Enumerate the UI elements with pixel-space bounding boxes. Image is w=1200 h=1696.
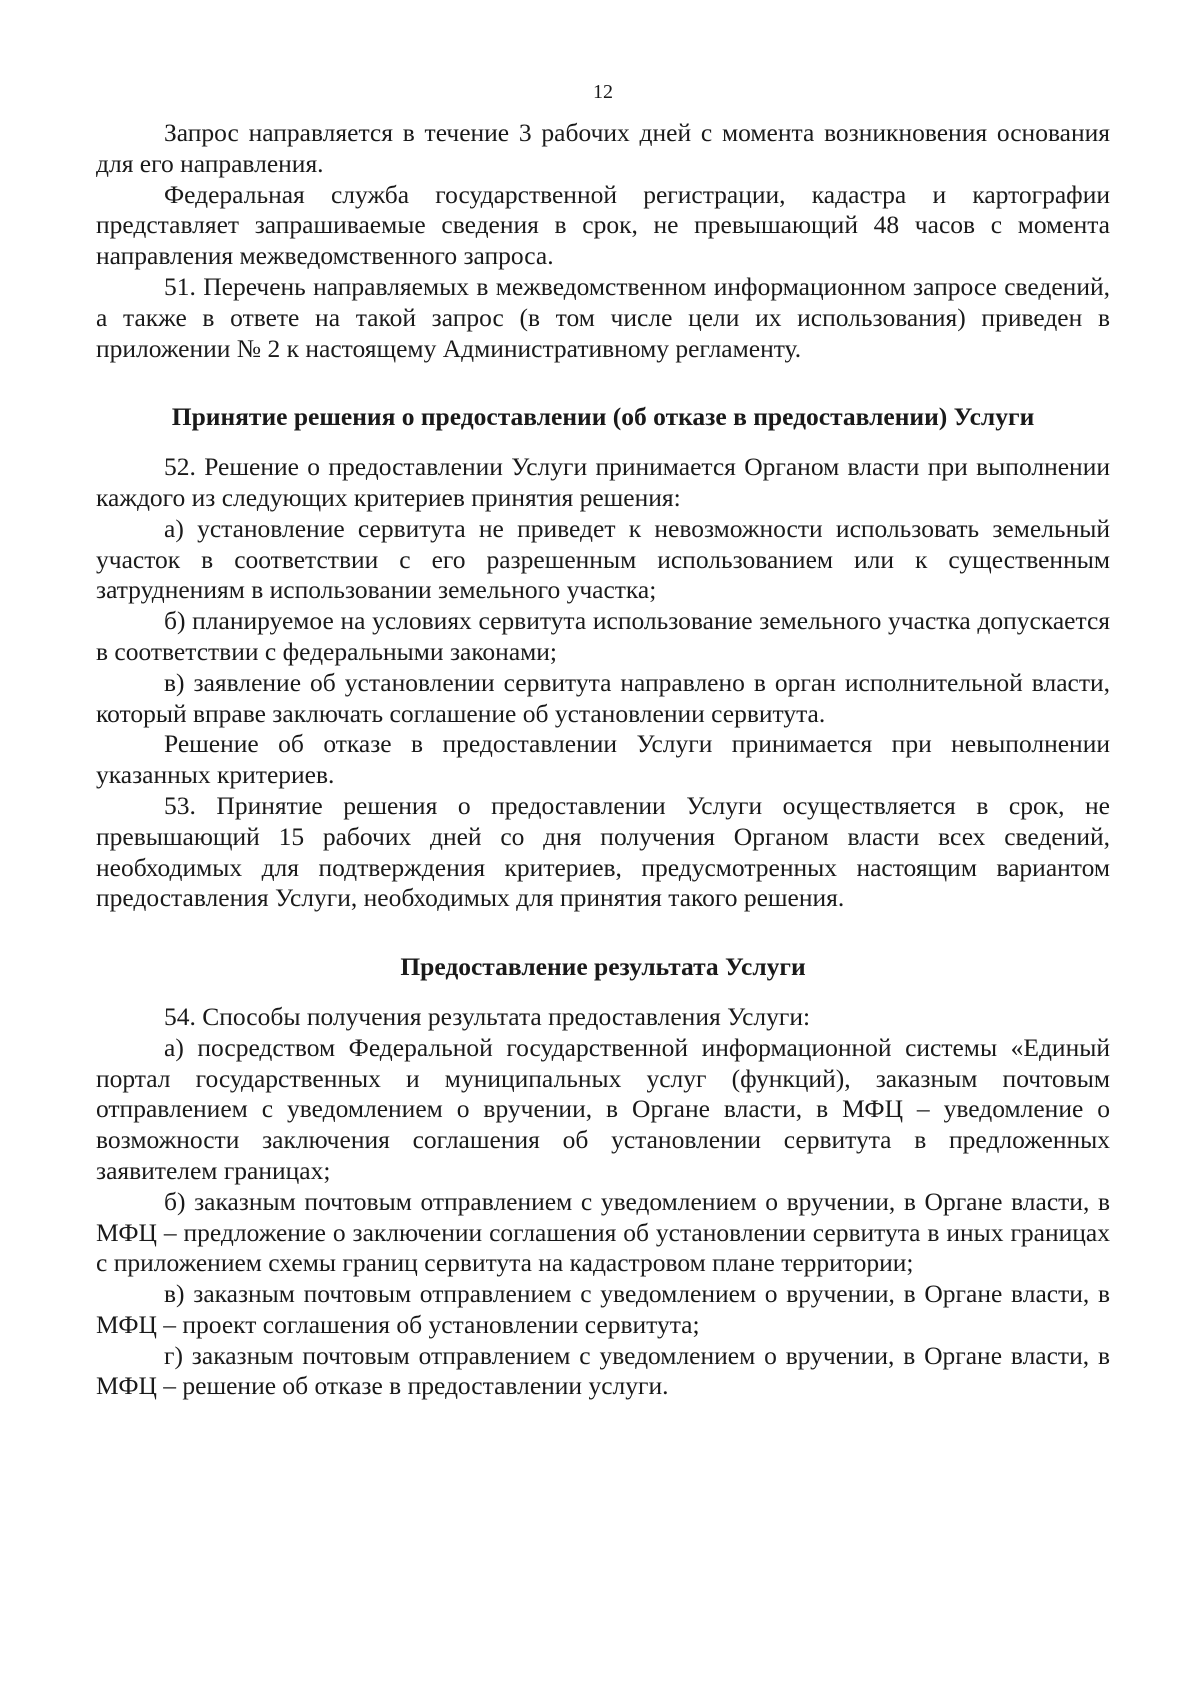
- paragraph-52-v: в) заявление об установлении сервитута направлено в орган исполнительной власти, который вправе заключать соглашение об установлении сервитута.: [96, 667, 1110, 728]
- paragraph-54: 54. Способы получения результата предоставления Услуги:: [164, 1001, 811, 1031]
- paragraph-request-timing: Запрос направляется в течение 3 рабочих дней с момента возникновения основания для его направления.: [96, 118, 1110, 178]
- section-heading-decision: Принятие решения о предоставлении (об отказе в предоставлении) Услуги: [171, 402, 1035, 432]
- paragraph-53: 53. Принятие решения о предоставлении Услуги осуществляется в срок, не превышающий 15 рабочих дней со дня получения Органом власти всех сведений, необходимых для подтверждения критериев, предусмотренных настоящим вариантом предоставления Услуги, необходимых для принятия такого решения.: [96, 790, 1110, 913]
- paragraph-54-v: в) заказным почтовым отправлением с уведомлением о вручении, в Органе власти, в МФЦ – проект соглашения об установлении сервитута;: [96, 1279, 1110, 1339]
- paragraph-54-g: г) заказным почтовым отправлением с уведомлением о вручении, в Органе власти, в МФЦ – решение об отказе в предоставлении услуги.: [96, 1340, 1110, 1401]
- paragraph-rosreestr-response: Федеральная служба государственной регистрации, кадастра и картографии представляет запрашиваемые сведения в срок, не превышающий 48 часов с момента направления межведомственного запроса.: [96, 179, 1110, 271]
- paragraph-52-b: б) планируемое на условиях сервитута использование земельного участка допускается в соответствии с федеральными законами;: [96, 606, 1110, 666]
- page-number: 12: [593, 81, 613, 103]
- paragraph-51: 51. Перечень направляемых в межведомственном информационном запросе сведений, а также в ответе на такой запрос (в том числе цели их использования) приведен в приложении № 2 к настоящему Административному регламенту.: [96, 271, 1110, 363]
- paragraph-52: 52. Решение о предоставлении Услуги принимается Органом власти при выполнении каждого из следующих критериев принятия решения:: [96, 452, 1110, 512]
- paragraph-54-a: а) посредством Федеральной государственной информационной системы «Единый портал государственных и муниципальных услуг (функций), заказным почтовым отправлением с уведомлением о вручении, в Органе власти, в МФЦ – уведомление о возможности заключения соглашения об установлении сервитута в предложенных заявителем границах;: [96, 1032, 1110, 1185]
- paragraph-refusal-decision: Решение об отказе в предоставлении Услуги принимается при невыполнении указанных критериев.: [96, 729, 1110, 790]
- section-heading-result: Предоставление результата Услуги: [400, 952, 806, 982]
- paragraph-52-a: а) установление сервитута не приведет к невозможности использовать земельный участок в соответствии с его разрешенным использованием или к существенным затруднениям в использовании земельного участка;: [96, 513, 1110, 605]
- paragraph-54-b: б) заказным почтовым отправлением с уведомлением о вручении, в Органе власти, в МФЦ – предложение о заключении соглашения об установлении сервитута в иных границах с приложением схемы границ сервитута на кадастровом плане территории;: [96, 1186, 1110, 1278]
